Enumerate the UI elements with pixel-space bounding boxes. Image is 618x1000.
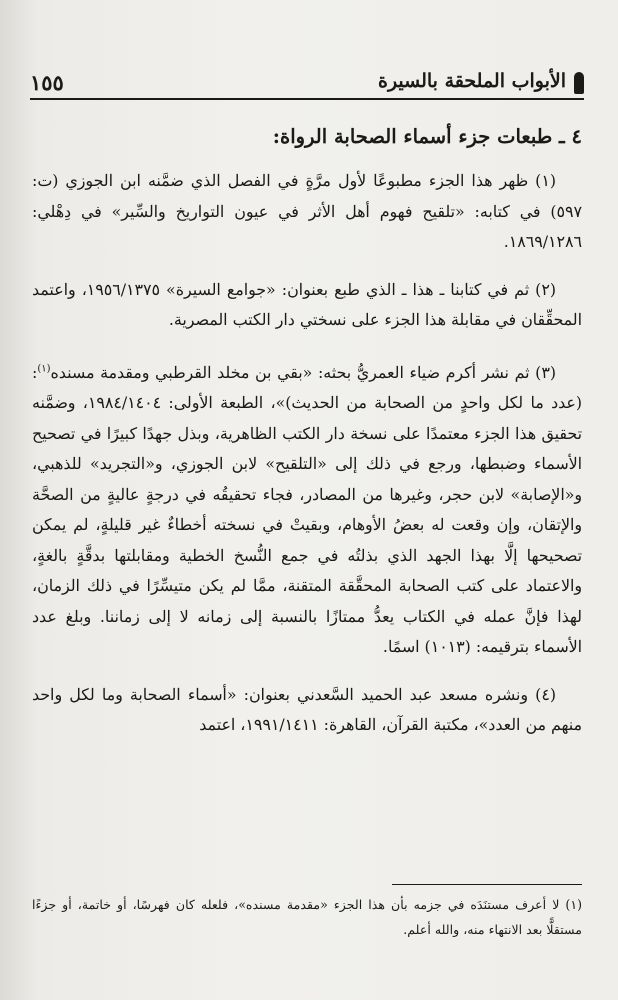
- paragraph-3: [32, 358, 582, 663]
- footnote-reference: (١): [37, 363, 51, 375]
- running-header: [30, 68, 584, 102]
- page-number: ١٥٥: [30, 70, 64, 95]
- footnote-rule: [392, 884, 582, 885]
- header-title: الأبواب الملحقة بالسيرة: [377, 70, 566, 92]
- main-text: [32, 122, 582, 758]
- footnote: (١) لا أعرف مستنَدَه في جزمه بأن هذا الجزء «مقدمة مسنده»، فلعله كان فهرسًا، أو خاتمة، أو جزءًا مستقلًّا بعد الانتهاء منه، والله أعلم.: [32, 897, 582, 937]
- paragraph-3-start: (٣) ثم نشر أكرم ضياء العمريُّ بحثه: «بقي بن مخلد القرطبي ومقدمة مسنده: [50, 362, 556, 382]
- section-heading: ٤ ـ طبعات جزء أسماء الصحابة الرواة:: [272, 125, 582, 148]
- ornament-mark: [574, 72, 584, 94]
- paragraph-2: (٢) ثم في كتابنا ـ هذا ـ الذي طبع بعنوان: «جوامع السيرة» ١٩٥٦/١٣٧٥، واعتمد المحقِّقان في مقابلة هذا الجزء على نسختي دار الكتب المصرية.: [32, 279, 582, 329]
- header-rule: [30, 98, 584, 100]
- paragraph-1: (١) ظهر هذا الجزء مطبوعًا لأول مرَّةٍ في الفصل الذي ضمَّنه ابن الجوزي (ت: ٥٩٧) في كتابه: «تلقيح فهوم أهل الأثر في عيون التواريخ والسِّير» في دِهْلي: ١٨٦٩/١٢٨٦.: [32, 171, 582, 251]
- paragraph-3-rest: : (عدد ما لكل واحدٍ من الصحابة من الحديث)»، الطبعة الأولى: ١٩٨٤/١٤٠٤، وضمَّنه تحقيق هذا الجزء معتمدًا على نسخة دار الكتب الظاهرية، وبذل جهدًا كبيرًا في تصحيح الأسماء وضبطها، ورجع في ذلك إلى «التلقيح» لابن الجوزي، و«التجريد» للذهبي، و«الإصابة» لابن حجر، وغيرها من المصادر، فجاء تحقيقُه في درجةٍ عاليةٍ من الصحَّة والإتقان، وإن وقعت له بعضُ الأوهام، وبقيتْ في نسخته أخطاءٌ غير قليلةٍ، لم يمكن تصحيحها إلَّا بهذا الجهد الذي بذلتُه في جمع النُّسخ الخطية ومقابلتها بدقَّةٍ بالغةٍ، والاعتماد على كتب الصحابة المحقَّقة المتقنة، ممَّا لم يكن متيسِّرًا في ذلك الزمان، لهذا فإنَّ عمله في الكتاب يعدُّ ممتازًا بالنسبة إلى زمانه لا إلى زماننا. وبلغ عدد الأسماء بترقيمه: (١٠١٣) اسمًا.: [32, 362, 583, 656]
- paragraph-4: (٤) ونشره مسعد عبد الحميد السَّعدني بعنوان: «أسماء الصحابة وما لكل واحد منهم من العدد»، مكتبة القرآن، القاهرة: ١٩٩١/١٤١١، اعتمد: [32, 684, 582, 734]
